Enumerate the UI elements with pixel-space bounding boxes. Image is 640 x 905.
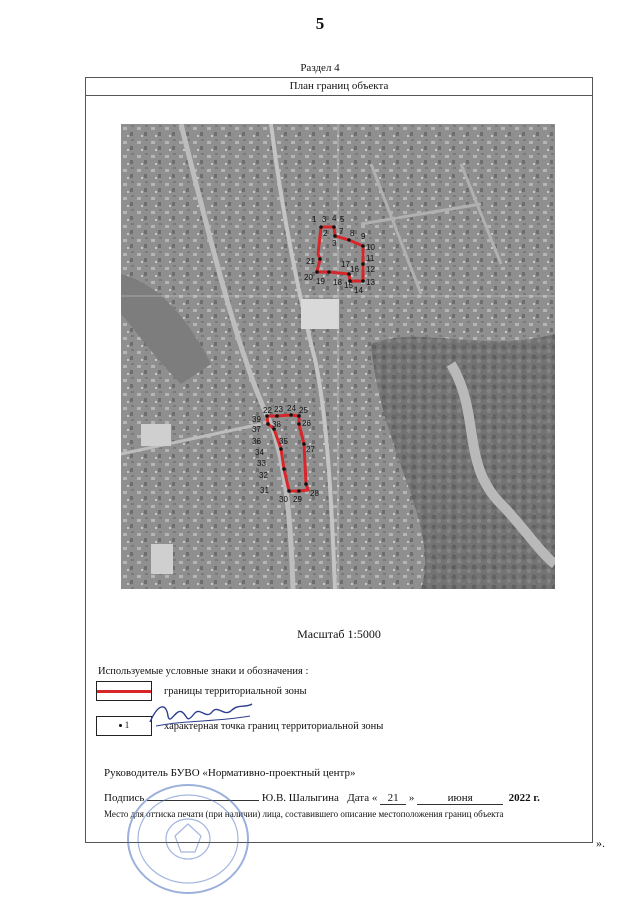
- sign-prefix: Подпись: [104, 792, 145, 804]
- building: [141, 424, 171, 446]
- red-line-icon: [96, 681, 152, 701]
- point-label: 25: [299, 406, 308, 415]
- point-label: 37: [252, 425, 261, 434]
- point-label: 23: [274, 405, 283, 414]
- point-label: 28: [310, 489, 319, 498]
- point-label: 27: [306, 445, 315, 454]
- date-month: июня: [417, 792, 503, 805]
- building: [151, 544, 173, 574]
- date-day: 21: [380, 792, 406, 805]
- point-label: 29: [293, 495, 302, 504]
- plan-header: План границ объекта: [86, 78, 592, 96]
- point-label: 9: [361, 232, 366, 241]
- signer-name: Ю.В. Шалыгина: [261, 792, 339, 804]
- point-label: 18: [333, 278, 342, 287]
- point-label: 24: [287, 404, 296, 413]
- date-mid: »: [408, 792, 415, 804]
- point-label: 3: [322, 215, 327, 224]
- point-label: 20: [304, 273, 313, 282]
- point-label: 34: [255, 448, 264, 457]
- point-label: 3: [332, 239, 337, 248]
- point-label: 16: [350, 265, 359, 274]
- point-icon: [96, 716, 152, 736]
- point-label: 32: [259, 471, 268, 480]
- point-label: 15: [344, 281, 353, 290]
- legend-label: характерная точка границ территориальной зоны: [164, 720, 384, 732]
- point-label: 39: [252, 415, 261, 424]
- map-scale: Масштаб 1:5000: [297, 627, 381, 641]
- point-label: 8: [350, 229, 355, 238]
- date-year: 2022 г.: [508, 792, 540, 804]
- point-label: 31: [260, 486, 269, 495]
- point-label: 10: [366, 243, 375, 252]
- point-label: 17: [341, 260, 350, 269]
- satellite-map: [121, 124, 555, 589]
- large-building: [301, 299, 339, 329]
- legend-label: границы территориальной зоны: [164, 685, 307, 697]
- point-label: 19: [316, 277, 325, 286]
- point-label: 21: [306, 257, 315, 266]
- point-label: 5: [340, 215, 345, 224]
- closing-quote: ».: [596, 836, 605, 850]
- point-label: 11: [366, 254, 375, 263]
- point-label: 13: [366, 278, 375, 287]
- point-label: 2: [323, 229, 328, 238]
- legend-title: Используемые условные знаки и обозначения :: [98, 666, 309, 677]
- stamp-note: Место для оттиска печати (при наличии) лица, составившего описание местоположения границ объекта: [104, 809, 504, 819]
- point-label: 4: [332, 214, 337, 223]
- point-label: 22: [263, 406, 272, 415]
- section-title: Раздел 4: [300, 62, 340, 74]
- point-label: 36: [252, 437, 261, 446]
- map-svg: [121, 124, 555, 589]
- date-prefix: Дата «: [347, 792, 378, 804]
- page-number: 5: [315, 14, 325, 33]
- point-label: 33: [257, 459, 266, 468]
- point-label: 26: [302, 419, 311, 428]
- point-label: 30: [279, 495, 288, 504]
- handwritten-signature: [146, 698, 256, 730]
- point-label: 1: [312, 215, 317, 224]
- point-label: 38: [272, 420, 281, 429]
- point-label: 14: [354, 286, 363, 295]
- point-label: 7: [339, 227, 344, 236]
- point-sample: 1: [97, 720, 151, 730]
- point-label: 35: [279, 437, 288, 446]
- seal-stamp: [123, 780, 253, 898]
- point-label: 12: [366, 265, 375, 274]
- director-line: Руководитель БУВО «Нормативно-проектный центр»: [104, 767, 356, 779]
